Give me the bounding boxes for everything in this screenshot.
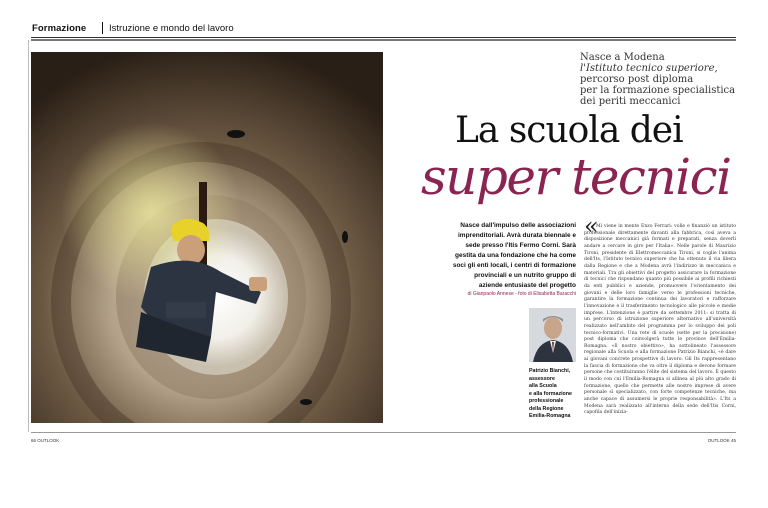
caption-line: professionale: [529, 398, 564, 404]
lead-photo-welder-in-pipe: [31, 52, 383, 423]
caption-line: della Regione: [529, 405, 564, 412]
caption-line: Emilia-Romagna: [529, 413, 571, 419]
portrait-photo: [529, 308, 576, 362]
kicker-line: dei periti meccanici: [580, 96, 681, 107]
kicker-line: Nasce a Modena: [580, 52, 665, 63]
subsection-label: Istruzione e mondo del lavoro: [109, 23, 234, 34]
caption-line: Patrizio Bianchi,: [529, 368, 571, 374]
header-rule-thick: [31, 39, 736, 41]
headline-line-1: La scuola dei: [455, 110, 683, 151]
body-text: Mi viene in mente Enzo Ferrari: volle e finanziò un istituto professionale direttamente davanti alla fabbrica, così aveva a disposizione meccanici già formati e preparati, senza doverli andare a cercare in giro per l'Italia». Nelle parole di Maurizio Tironi, presidente di Elettromeccanica Tironi, si coglie l'anima dell'Its, l'Istituto tecnico superiore che ha ottenuto il via libera dalla Regione e che a Modena avrà l'indirizzo in meccanica e materiali. Tra gli obiettivi del progetto assicurare la formazione di tecnici che rispondano quanto più possibile ai profili richiesti da enti pubblici e aziende, promuovere l'orientamento dei giovani e delle loro famiglie verso le professioni tecniche, garantire la formazione continua dei lavoratori e rafforzare l'innovazione e il trasferimento tecnologico alle piccole e medie imprese. L'intenzione è partire da settembre 2011: si tratta di un percorso di istruzione superiore alternativo all'università realizzato nell'ambito del programma per lo sviluppo dei poli tecnico-formativi. Una rete di scuole (sette per la precisione) post diploma che coinvolgerà tutte le province dell'Emilia-Romagna. «Il nostro obiettivo», ha sottolineato l'assessore regionale alla Scuola e alla formazione Patrizio Bianchi, «è dare ai giovani concrete prospettive di lavoro. Gli Its rappresentano la fascia di formazione che va oltre il diploma e devono formare persone che costituiranno l'élite del sistema del lavoro. È questo il modo con cui l'Emilia-Romagna si allinea al più alto grado di formazione, quello che permette alle nostre imprese di avere personale sì specializzato, con forte competenze tecniche, ma anche capace di assumersi le proprie responsabilità». L'Its a Modena sarà realizzato all'interno della sede dell'Itis Corni, capofila dell'inizia-: [584, 224, 736, 416]
section-header: [31, 20, 736, 38]
kicker: [580, 52, 740, 107]
section-separator: [102, 22, 103, 34]
folio-left: 66 OUTLOOK: [31, 438, 60, 443]
folio-right: OUTLOOK 45: [707, 438, 736, 443]
headline-line-2: super tecnici: [421, 148, 731, 206]
standfirst: Nasce dall'impulso delle associazioni imprenditoriali. Avrà durata biennale e sede presso l'Itis Fermo Corni. Sarà gestita da una fondazione che ha come soci gli enti locali, i centri di formazione provinciali e un nutrito gruppo di aziende entusiaste del progetto: [452, 222, 576, 289]
caption-line: alla Scuola: [529, 383, 557, 389]
byline: di Gianpaolo Annese - foto di Elisabetta Baracchi: [467, 291, 576, 297]
footer-rule: [31, 432, 736, 433]
caption-line: assessore: [529, 375, 555, 382]
kicker-line: l'Istituto tecnico superiore,: [580, 63, 718, 74]
section-label: Formazione: [32, 23, 87, 34]
page-edge: [28, 40, 29, 432]
quote-mark: «: [584, 212, 599, 240]
kicker-line: per la formazione specialistica: [580, 85, 736, 96]
header-rule: [31, 37, 736, 38]
caption-line: e alla formazione: [529, 390, 572, 397]
portrait-caption: [529, 368, 577, 421]
kicker-line: percorso post diploma: [580, 74, 694, 85]
